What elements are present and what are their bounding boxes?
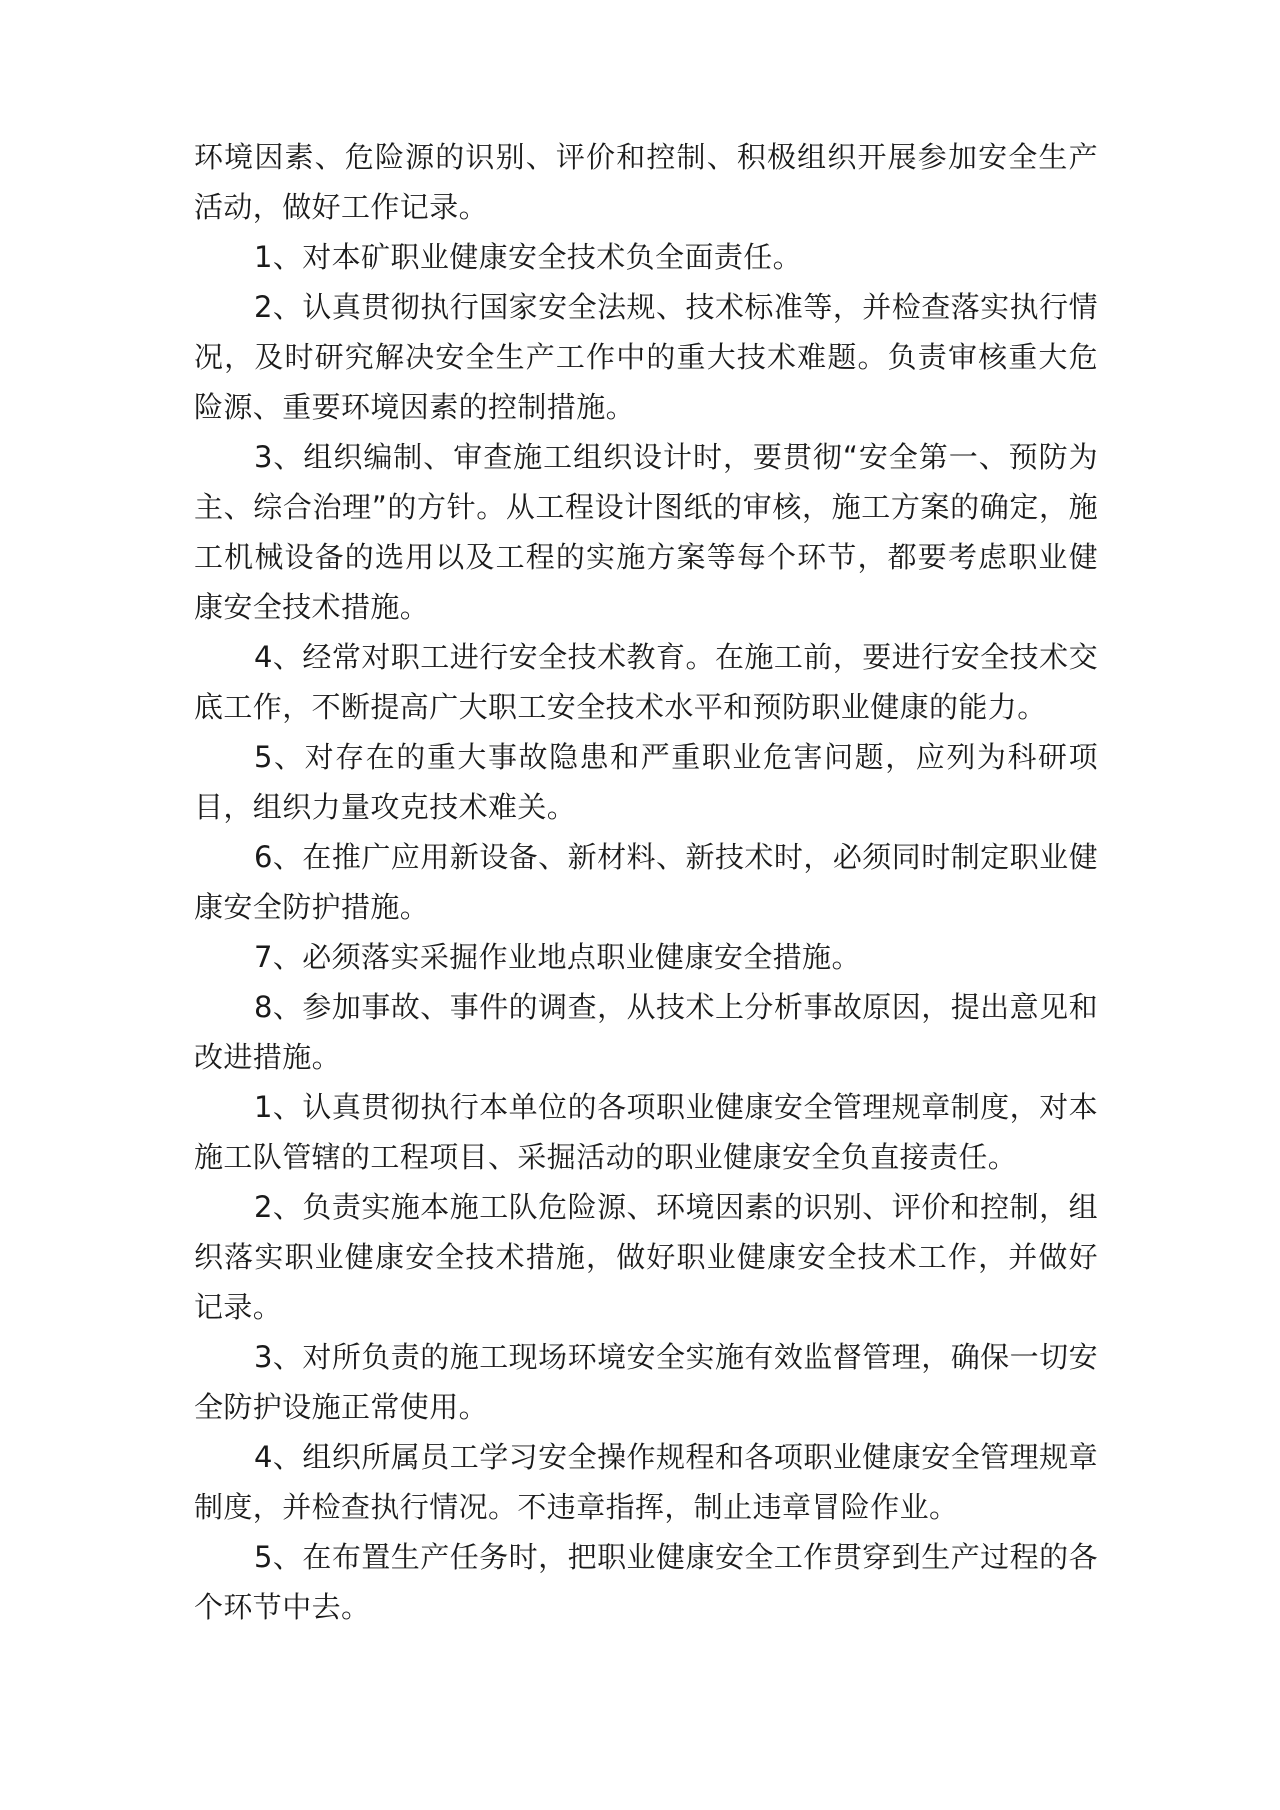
paragraph-item-2: 2、认真贯彻执行国家安全法规、技术标准等，并检查落实执行情况，及时研究解决安全生产工作中的重大技术难题。负责审核重大危险源、重要环境因素的控制措施。 <box>194 290 1098 424</box>
paragraph-item-4: 4、经常对职工进行安全技术教育。在施工前，要进行安全技术交底工作，不断提高广大职工安全技术水平和预防职业健康的能力。 <box>194 640 1098 724</box>
paragraph-item-5: 5、对存在的重大事故隐患和严重职业危害问题，应列为科研项目，组织力量攻克技术难关。 <box>194 740 1098 824</box>
paragraph-item-3: 3、组织编制、审查施工组织设计时，要贯彻“安全第一、预防为主、综合治理”的方针。从工程设计图纸的审核，施工方案的确定，施工机械设备的选用以及工程的实施方案等每个环节，都要考虑职业健康安全技术措施。 <box>194 440 1098 624</box>
paragraph-team-item-3: 3、对所负责的施工现场环境安全实施有效监督管理，确保一切安全防护设施正常使用。 <box>194 1340 1098 1424</box>
paragraph-team-item-2: 2、负责实施本施工队危险源、环境因素的识别、评价和控制，组织落实职业健康安全技术措施，做好职业健康安全技术工作，并做好记录。 <box>194 1190 1098 1324</box>
paragraph-item-1: 1、对本矿职业健康安全技术负全面责任。 <box>254 240 803 274</box>
paragraph-team-item-1: 1、认真贯彻执行本单位的各项职业健康安全管理规章制度，对本施工队管辖的工程项目、采掘活动的职业健康安全负直接责任。 <box>194 1090 1098 1174</box>
paragraph-team-item-4: 4、组织所属员工学习安全操作规程和各项职业健康安全管理规章制度，并检查执行情况。不违章指挥，制止违章冒险作业。 <box>194 1440 1098 1524</box>
paragraph-item-7: 7、必须落实采掘作业地点职业健康安全措施。 <box>254 940 861 974</box>
paragraph-item-6: 6、在推广应用新设备、新材料、新技术时，必须同时制定职业健康安全防护措施。 <box>194 840 1098 924</box>
paragraph-team-item-5: 5、在布置生产任务时，把职业健康安全工作贯穿到生产过程的各个环节中去。 <box>194 1540 1098 1624</box>
paragraph-continuation: 环境因素、危险源的识别、评价和控制、积极组织开展参加安全生产活动，做好工作记录。 <box>194 140 1098 224</box>
paragraph-item-8: 8、参加事故、事件的调查，从技术上分析事故原因，提出意见和改进措施。 <box>194 990 1098 1074</box>
document-body <box>194 132 1098 1632</box>
